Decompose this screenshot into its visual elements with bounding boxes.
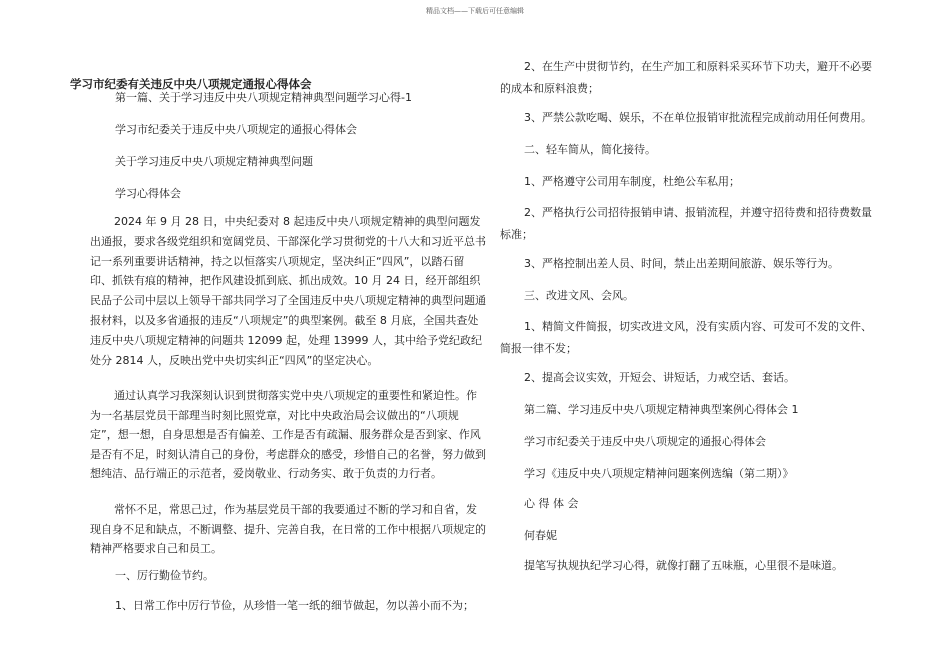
right-paragraph-2: 3、严禁公款吃喝、娱乐，不在单位报销审批流程完成前动用任何费用。: [524, 111, 872, 124]
left-paragraph-7: 常怀不足，常思己过，作为基层党员干部的我要通过不断的学习和自省，发现自身不足和缺点，不断调整、提升、完善自我，在日常的工作中根据八项规定的精神严格要求自己和员工。: [90, 503, 486, 555]
right-paragraph-6: 3、严格控制出差人员、时间，禁止出差期间旅游、娱乐等行为。: [524, 257, 839, 270]
left-paragraph-8: 一、厉行勤俭节约。: [115, 569, 214, 582]
right-paragraph-1: 2、在生产中贯彻节约，在生产加工和原料采买环节下功夫，避开不必要的成本和原料浪费；: [500, 60, 872, 95]
right-paragraph-5: 2、严格执行公司招待报销申请、报销流程，并遵守招待费和招待费数量标准；: [500, 206, 872, 241]
right-paragraph-15: 提笔写执规执纪学习心得，就像打翻了五味瓶，心里很不是味道。: [524, 559, 843, 572]
left-paragraph-1: 第一篇、关于学习违反中央八项规定精神典型问题学习心得-1: [115, 91, 412, 104]
left-paragraph-4: 学习心得体会: [115, 187, 181, 200]
left-paragraph-6: 通过认真学习我深刻认识到贯彻落实党中央八项规定的重要性和紧迫性。作为一名基层党员干部理当时刻比照党章，对比中央政治局会议做出的“八项规定”，想一想，自身思想是否有偏差、工作是否有疏漏、服务群众是否到家、作风是否有不足，时刻认清自己的身份，考虑群众的感受，珍惜自己的名誉，努力做到想纯洁、品行端正的示范者，爱岗敬业、行动务实、敢于负责的力行者。: [90, 389, 486, 480]
document-title: 学习市纪委有关违反中央八项规定通报心得体会: [70, 76, 312, 91]
right-paragraph-3: 二、轻车简从，简化接待。: [524, 143, 656, 156]
right-paragraph-8: 1、精简文件简报，切实改进文风，没有实质内容、可发可不发的文件、简报一律不发；: [500, 320, 872, 355]
left-paragraph-3: 关于学习违反中央八项规定精神典型问题: [115, 155, 313, 168]
right-paragraph-12: 学习《违反中央八项规定精神问题案例选编（第二期）》: [524, 467, 794, 480]
left-paragraph-2: 学习市纪委关于违反中央八项规定的通报心得体会: [115, 123, 357, 136]
right-paragraph-10: 第二篇、学习违反中央八项规定精神典型案例心得体会 1: [524, 403, 799, 416]
right-paragraph-13: 心 得 体 会: [524, 497, 579, 510]
left-paragraph-5: 2024 年 9 月 28 日，中央纪委对 8 起违反中央八项规定精神的典型问题发出通报，要求各级党组织和宽阔党员、干部深化学习贯彻党的十八大和习近平总书记一系列重要讲话精神，持之以恒落实八项规定，坚决纠正“四风”，以踏石留印、抓铁有痕的精神，把作风建设抓到底、抓出成效。10 月 24 日，经开部组织民品子公司中层以上领导干部共同学习了全国违反中央八项规定精神的典型问题通报材料，以及多省通报的违反“八项规定”的典型案例。截至 8 月底，全国共查处违反中央八项规定精神的问题共 12099 起，处理 13999 人，其中给予党纪政纪处分 2814 人，反映出党中央切实纠正“四风”的坚定决心。: [90, 215, 486, 367]
right-paragraph-14: 何春妮: [524, 529, 557, 542]
right-paragraph-11: 学习市纪委关于违反中央八项规定的通报心得体会: [524, 435, 766, 448]
right-paragraph-9: 2、提高会议实效，开短会、讲短话，力戒空话、套话。: [524, 371, 795, 384]
right-paragraph-7: 三、改进文风、会风。: [524, 289, 634, 302]
right-paragraph-4: 1、严格遵守公司用车制度，杜绝公车私用；: [524, 175, 740, 188]
left-paragraph-9: 1、日常工作中厉行节俭，从珍惜一笔一纸的细节做起，勿以善小而不为；: [115, 599, 474, 612]
page-header: 精品文档——下载后可任意编辑: [426, 7, 524, 15]
